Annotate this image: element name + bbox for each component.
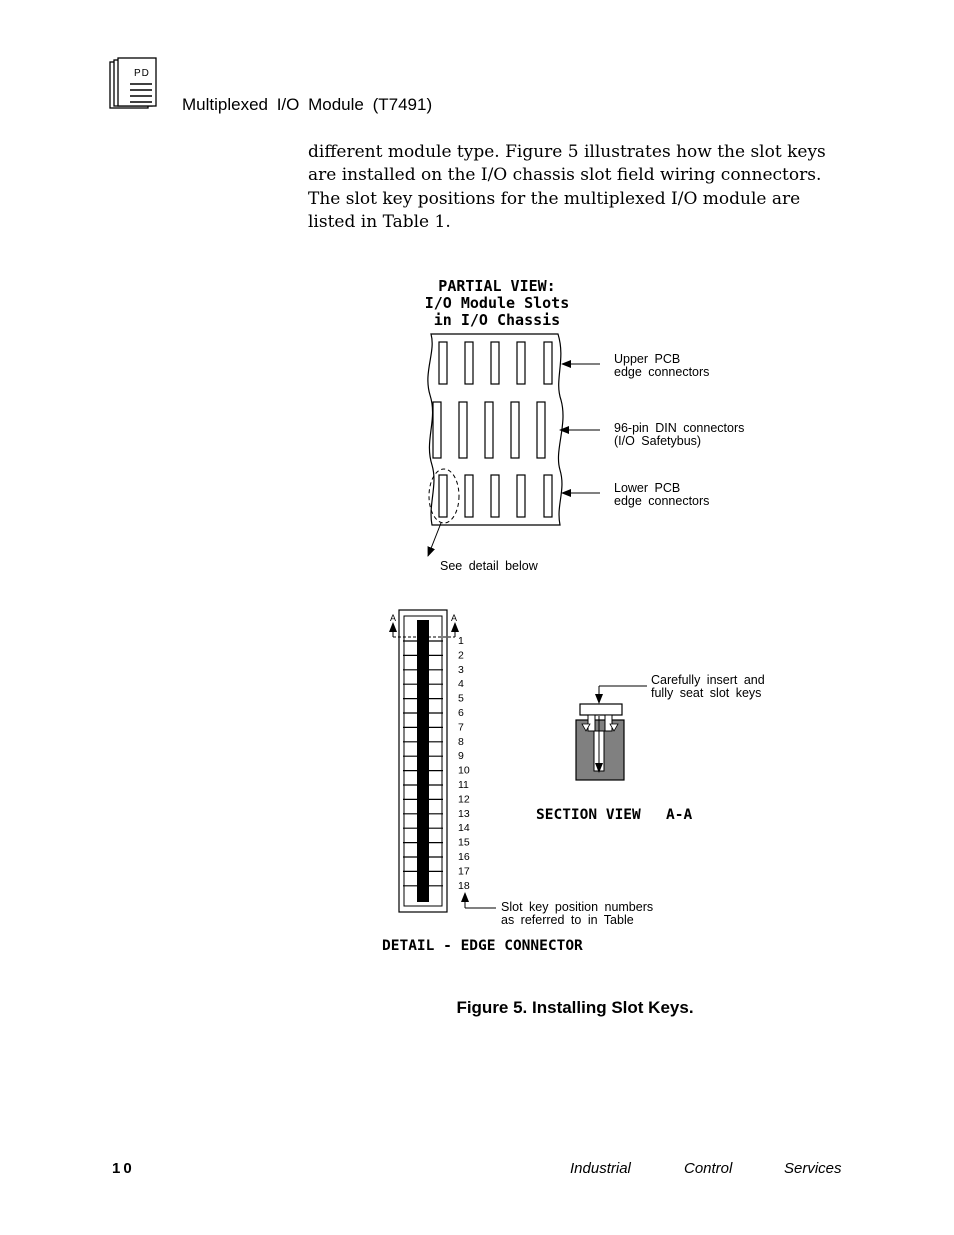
slot-number-label: 14: [458, 822, 470, 835]
slot-number-label: 17: [458, 865, 470, 878]
insert-label: Carefully insert and: [651, 673, 765, 687]
see-detail-label: See detail below: [440, 559, 538, 573]
slot-number-label: 11: [458, 779, 469, 791]
slot-number-label: 2: [458, 649, 464, 662]
slot-number-label: 13: [458, 807, 470, 820]
body-line: The slot key positions for the multiplexed I/O module are: [308, 188, 801, 209]
din-connector-label: (I/O Safetybus): [614, 434, 702, 448]
section-view-drawing: [576, 686, 647, 780]
slot-number-label: 5: [458, 692, 464, 705]
upper-pcb-label: edge connectors: [614, 365, 710, 379]
slot-number-label: 12: [458, 793, 470, 806]
partial-view-title-line: PARTIAL VIEW:: [438, 277, 556, 295]
slot-number-label: 9: [458, 750, 464, 763]
body-line: are installed on the I/O chassis slot field wiring connectors.: [308, 165, 822, 186]
partial-view-title-line: in I/O Chassis: [433, 311, 561, 329]
section-marker-right: A: [451, 613, 458, 623]
slot-number-label: 16: [458, 851, 470, 863]
slot-number-label: 7: [458, 721, 464, 734]
slot-number-label: 6: [458, 707, 464, 719]
footer-company-word: Services: [784, 1160, 842, 1177]
section-view-title: SECTION VIEW: [536, 807, 641, 823]
partial-view-title-line: I/O Module Slots: [424, 294, 570, 312]
insert-label: fully seat slot keys: [651, 686, 762, 700]
slot-number-label: 3: [458, 663, 464, 676]
lower-pcb-label: edge connectors: [614, 494, 710, 508]
slot-number-label: 10: [458, 764, 470, 777]
edge-connector-detail: [390, 610, 470, 912]
page-number: 10: [112, 1160, 135, 1177]
section-view-id: A-A: [666, 807, 693, 823]
slot-number-label: 18: [458, 879, 470, 892]
slot-key-label: as referred to in Table: [501, 913, 634, 927]
body-line: listed in Table 1.: [308, 211, 451, 232]
page-header-title: Multiplexed I/O Module (T7491): [182, 95, 433, 114]
slot-number-label: 4: [458, 678, 464, 691]
logo-text: PD: [134, 68, 150, 79]
slot-key-label: Slot key position numbers: [501, 900, 654, 914]
slot-number-label: 1: [458, 635, 464, 647]
body-line: different module type. Figure 5 illustrates how the slot keys: [308, 142, 826, 162]
detail-title: DETAIL - EDGE CONNECTOR: [382, 938, 583, 954]
lower-pcb-label: Lower PCB: [614, 481, 681, 495]
slot-number-label: 15: [458, 836, 470, 849]
footer-company-word: Industrial: [570, 1160, 631, 1177]
din-connector-label: 96-pin DIN connectors: [614, 421, 745, 435]
section-marker-left: A: [390, 613, 397, 623]
upper-pcb-label: Upper PCB: [614, 352, 681, 366]
slot-number-label: 8: [458, 735, 464, 748]
footer-company-word: Control: [684, 1160, 733, 1177]
figure-caption: Figure 5. Installing Slot Keys.: [456, 998, 694, 1017]
